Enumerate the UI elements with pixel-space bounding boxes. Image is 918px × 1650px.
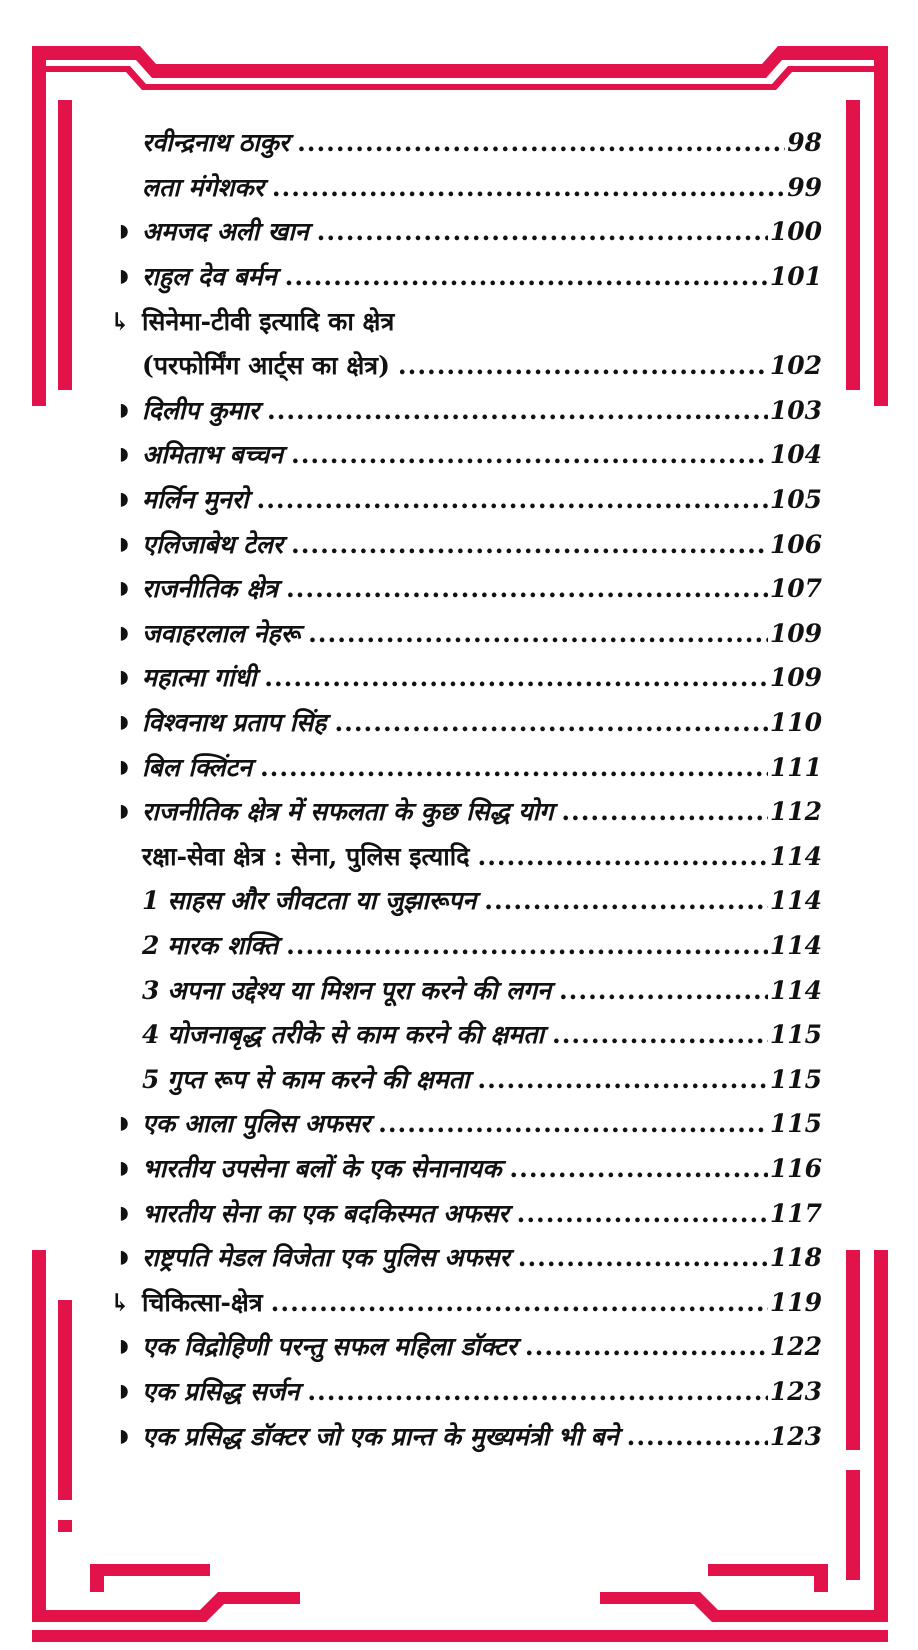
toc-entry-line	[110, 1374, 822, 1408]
toc-entry-title-text: चिकित्सा-क्षेत्र	[142, 1287, 263, 1317]
toc-entry-title	[142, 348, 390, 382]
toc-entry-title	[142, 304, 394, 338]
dot-leader	[297, 128, 785, 157]
toc-entry-line	[110, 125, 822, 159]
toc-entry-page-number: 114	[769, 841, 822, 871]
toc-entry-title-text: सिनेमा-टीवी इत्यादि का क्षेत्र	[142, 306, 395, 336]
toc-entry-number: 2	[142, 930, 160, 960]
toc-entry[interactable]	[110, 432, 822, 477]
bullet-icon: ◗	[119, 1112, 129, 1134]
toc-entry-line	[110, 259, 822, 293]
toc-entry-title-text: एक आला पुलिस अफसर	[142, 1109, 371, 1139]
toc-entry[interactable]	[110, 967, 822, 1012]
toc-entry-line	[110, 571, 822, 605]
toc-entry-page-number: 112	[769, 797, 822, 827]
toc-entry-line	[110, 1196, 822, 1230]
toc-entry-line	[110, 883, 822, 917]
toc-entry-page-number: 98	[787, 128, 822, 158]
dot-leader	[256, 485, 767, 514]
toc-entry[interactable]	[110, 789, 822, 834]
bullet-icon: ◗	[119, 756, 129, 778]
bullet-icon: ◗	[119, 533, 129, 555]
toc-entry-title	[142, 1419, 619, 1453]
dot-leader	[317, 217, 768, 246]
toc-entry-title	[142, 571, 278, 605]
toc-entry-title	[142, 1285, 263, 1319]
toc-entry[interactable]	[110, 1235, 822, 1280]
toc-entry-title	[142, 750, 252, 784]
toc-entry[interactable]	[110, 744, 822, 789]
toc-entry-title-text: राजनीतिक क्षेत्र में सफलता के कुछ सिद्ध योग	[142, 797, 554, 827]
toc-entry-page-number: 115	[769, 1109, 822, 1139]
bullet-icon: ◗	[119, 399, 129, 421]
bullet-icon: ◗	[119, 488, 129, 510]
dot-leader	[260, 753, 768, 782]
dot-leader	[286, 931, 768, 960]
toc-entry[interactable]	[110, 209, 822, 254]
toc-entry-line	[110, 214, 822, 248]
toc-entry-title-text: विश्वनाथ प्रताप सिंह	[142, 708, 327, 738]
toc-entry-title	[142, 1151, 501, 1185]
section-arrow-icon: ↳	[110, 1287, 131, 1317]
toc-entry-line	[110, 170, 822, 204]
toc-entry-title-text: रक्षा-सेवा क्षेत्र : सेना, पुलिस इत्यादि	[142, 841, 470, 871]
toc-entry-number: 1	[142, 886, 160, 916]
toc-entry-page-number: 115	[769, 1064, 822, 1094]
toc-entry-number: 5	[142, 1064, 160, 1094]
toc-entry-page-number: 116	[769, 1153, 822, 1183]
toc-entry-title	[142, 1017, 544, 1051]
toc-entry-title-text: साहस और जीवटता या जुझारूपन	[167, 886, 477, 916]
toc-entry-page-number: 117	[769, 1198, 822, 1228]
toc-entry-line	[110, 1285, 822, 1319]
toc-entry[interactable]	[110, 343, 822, 388]
toc-entry-title	[142, 839, 469, 873]
toc-entry-title	[142, 1374, 299, 1408]
dot-leader	[509, 1154, 767, 1183]
dot-leader	[484, 886, 768, 915]
toc-entry-line	[110, 348, 822, 382]
toc-entry[interactable]	[110, 834, 822, 879]
toc-entry-page-number: 102	[769, 351, 822, 381]
toc-entry-line	[110, 1329, 822, 1363]
toc-entry[interactable]	[110, 1413, 822, 1458]
toc-entry-title	[142, 125, 289, 159]
toc-entry-title-text: दिलीप कुमार	[142, 395, 259, 425]
dot-leader	[398, 351, 768, 380]
toc-entry-page-number: 109	[769, 663, 822, 693]
toc-entry[interactable]	[110, 477, 822, 522]
section-arrow-icon: ↳	[110, 306, 131, 336]
toc-entry-title-text: मर्लिन मुनरो	[142, 485, 249, 515]
bullet-icon: ◗	[119, 666, 129, 688]
toc-entry-page-number: 105	[769, 485, 822, 515]
toc-entry-title	[142, 259, 277, 293]
dot-leader	[286, 574, 768, 603]
toc-entry-line	[110, 1151, 822, 1185]
toc-entry-title-text: एक विद्रोहिणी परन्तु सफल महिला डॉक्टर	[142, 1332, 517, 1362]
toc-entry-page-number: 100	[769, 217, 822, 247]
bullet-icon: ◗	[119, 622, 129, 644]
bullet-icon: ◗	[119, 1246, 129, 1268]
toc-entry-number: 3	[142, 975, 160, 1005]
toc-entry[interactable]	[110, 878, 822, 923]
toc-entry[interactable]	[110, 165, 822, 210]
toc-entry-line	[110, 839, 822, 873]
toc-entry-page-number: 104	[769, 440, 822, 470]
toc-entry-title-text: रवीन्द्रनाथ ठाकुर	[142, 128, 290, 158]
toc-entry-title-text: राजनीतिक क्षेत्र	[142, 574, 278, 604]
toc-entry-title-text: महात्मा गांधी	[142, 663, 257, 693]
toc-entry-page-number: 107	[769, 574, 822, 604]
toc-entry-title	[142, 928, 278, 962]
toc-entry-title	[142, 527, 283, 561]
toc-entry-title	[142, 1329, 517, 1363]
toc-entry-title-text: (परफोर्मिंग आर्ट्स का क्षेत्र)	[142, 351, 390, 381]
toc-entry-page-number: 115	[769, 1020, 822, 1050]
dot-leader	[525, 1332, 768, 1361]
toc-entry-title	[142, 705, 326, 739]
toc-entry-line	[110, 1106, 822, 1140]
toc-entry[interactable]	[110, 1324, 822, 1369]
toc-entry-title	[142, 214, 309, 248]
toc-entry-page-number: 111	[769, 752, 822, 782]
toc-entry-line	[110, 1062, 822, 1096]
toc-entry-line	[110, 1240, 822, 1274]
dot-leader	[271, 1288, 768, 1317]
dot-leader	[307, 1377, 767, 1406]
dot-leader	[264, 663, 768, 692]
dot-leader	[477, 1065, 767, 1094]
toc-entry[interactable]	[110, 700, 822, 745]
toc-entry-title-text: अपना उद्देश्य या मिशन पूरा करने की लगन	[167, 975, 551, 1005]
toc-entry-line	[110, 973, 822, 1007]
toc-entry-page-number: 109	[769, 618, 822, 648]
dot-leader	[378, 1109, 768, 1138]
dot-leader	[272, 173, 785, 202]
toc-entry-page-number: 106	[769, 529, 822, 559]
toc-entry-title-text: अमजद अली खान	[142, 217, 309, 247]
toc-entry-line	[110, 304, 822, 338]
toc-entry-page-number: 99	[787, 172, 822, 202]
toc-entry[interactable]	[110, 655, 822, 700]
toc-entry-title	[142, 616, 300, 650]
dot-leader	[561, 797, 768, 826]
toc-entry-title-text: बिल क्लिंटन	[142, 752, 252, 782]
toc-entry-title-text: एक प्रसिद्ध डॉक्टर जो एक प्रान्त के मुख्यमंत्री भी बने	[142, 1421, 619, 1451]
toc-entry-line	[110, 1419, 822, 1453]
toc-entry-line	[110, 1017, 822, 1051]
bullet-icon: ◗	[119, 577, 129, 599]
dot-leader	[518, 1243, 768, 1272]
toc-entry-title	[142, 1240, 510, 1274]
toc-entry[interactable]	[110, 254, 822, 299]
bullet-icon: ◗	[119, 220, 129, 242]
toc-entry-title	[142, 482, 248, 516]
dot-leader	[559, 976, 768, 1005]
dot-leader	[291, 440, 768, 469]
toc-entry-title-text: योजनाबृद्ध तरीके से काम करने की क्षमता	[167, 1020, 545, 1050]
bullet-icon: ◗	[119, 1335, 129, 1357]
dot-leader	[334, 708, 767, 737]
toc-entry[interactable]	[110, 388, 822, 433]
dot-leader	[477, 842, 767, 871]
toc-entry-title	[142, 1196, 509, 1230]
bullet-icon: ◗	[119, 443, 129, 465]
toc-entry[interactable]	[110, 611, 822, 656]
toc-entry-line	[110, 750, 822, 784]
toc-entry-page-number: 101	[769, 262, 822, 292]
dot-leader	[552, 1020, 768, 1049]
toc-entry-title	[142, 170, 264, 204]
toc-entry-line	[110, 794, 822, 828]
toc-entry-title-text: गुप्त रूप से काम करने की क्षमता	[167, 1064, 470, 1094]
toc-entry-title-text: लता मंगेशकर	[142, 172, 264, 202]
bullet-icon: ◗	[119, 1202, 129, 1224]
bullet-icon: ◗	[119, 711, 129, 733]
toc-entry-title-text: जवाहरलाल नेहरू	[142, 618, 301, 648]
toc-entry-page-number: 110	[769, 708, 822, 738]
toc-entry-number: 4	[142, 1020, 160, 1050]
toc-entry-title-text: एलिजाबेथ टेलर	[142, 529, 284, 559]
toc-entry-title	[142, 393, 259, 427]
toc-entry[interactable]	[110, 1279, 822, 1324]
toc-entry-title	[142, 660, 256, 694]
toc-entry[interactable]	[110, 298, 822, 343]
toc-entry-title-text: भारतीय उपसेना बलों के एक सेनानायक	[142, 1153, 502, 1183]
bullet-icon: ◗	[119, 800, 129, 822]
toc-entry[interactable]	[110, 566, 822, 611]
toc-entry-page-number: 114	[769, 930, 822, 960]
bullet-icon: ◗	[119, 1157, 129, 1179]
toc-entry[interactable]	[110, 521, 822, 566]
toc-entry-title-text: राष्ट्रपति मेडल विजेता एक पुलिस अफसर	[142, 1243, 510, 1273]
toc-entry-page-number: 103	[769, 395, 822, 425]
toc-entry[interactable]	[110, 1056, 822, 1101]
dot-leader	[267, 396, 768, 425]
toc-entry-line	[110, 705, 822, 739]
dot-leader	[285, 262, 768, 291]
bullet-icon: ◗	[119, 265, 129, 287]
toc-entry-page-number: 123	[769, 1376, 822, 1406]
toc-entry-line	[110, 482, 822, 516]
toc-entry-page-number: 114	[769, 886, 822, 916]
toc-entry-title-text: एक प्रसिद्ध सर्जन	[142, 1376, 300, 1406]
toc-entry-page-number: 119	[769, 1287, 822, 1317]
dot-leader	[627, 1422, 768, 1451]
toc-entry[interactable]	[110, 923, 822, 968]
toc-entry[interactable]	[110, 120, 822, 165]
toc-entry-title	[142, 1062, 469, 1096]
table-of-contents	[110, 120, 822, 1458]
toc-entry-page-number: 122	[769, 1332, 822, 1362]
toc-entry[interactable]	[110, 1012, 822, 1057]
toc-entry-title-text: राहुल देव बर्मन	[142, 262, 277, 292]
toc-entry-page-number: 118	[769, 1243, 822, 1273]
toc-entry-title-text: अमिताभ बच्चन	[142, 440, 283, 470]
toc-entry-title	[142, 794, 553, 828]
toc-entry-line	[110, 660, 822, 694]
toc-entry-title-text: भारतीय सेना का एक बदकिस्मत अफसर	[142, 1198, 509, 1228]
toc-entry-line	[110, 393, 822, 427]
bullet-icon: ◗	[119, 1380, 129, 1402]
toc-entry[interactable]	[110, 1190, 822, 1235]
toc-entry-title	[142, 1106, 370, 1140]
dot-leader	[517, 1199, 768, 1228]
dot-leader	[291, 530, 768, 559]
toc-entry-title	[142, 437, 283, 471]
toc-entry[interactable]	[110, 1369, 822, 1414]
bullet-icon: ◗	[119, 1425, 129, 1447]
toc-entry-page-number: 114	[769, 975, 822, 1005]
toc-entry-line	[110, 616, 822, 650]
toc-entry-title	[142, 973, 551, 1007]
dot-leader	[308, 619, 768, 648]
toc-entry[interactable]	[110, 1101, 822, 1146]
toc-entry-title-text: मारक शक्ति	[167, 930, 279, 960]
toc-entry[interactable]	[110, 1146, 822, 1191]
toc-entry-title	[142, 883, 476, 917]
toc-entry-page-number: 123	[769, 1421, 822, 1451]
toc-entry-line	[110, 928, 822, 962]
toc-entry-line	[110, 527, 822, 561]
toc-entry-line	[110, 437, 822, 471]
